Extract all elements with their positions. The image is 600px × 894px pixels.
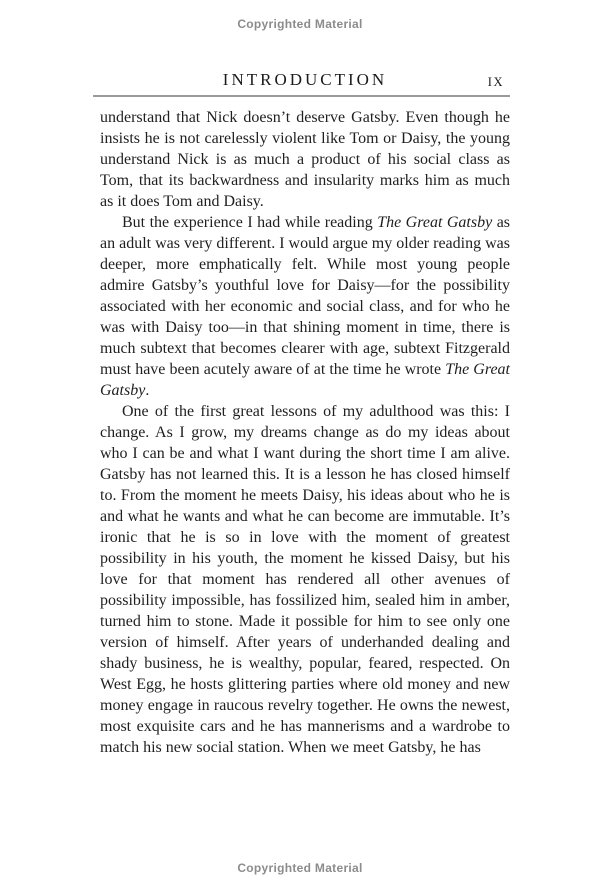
copyright-watermark-top: Copyrighted Material xyxy=(237,17,363,31)
paragraph xyxy=(100,401,510,758)
italic-text-segment: The Great Gatsby xyxy=(100,361,511,399)
text-segment: understand that Nick doesn’t deserve Gatsby. Even though he insists he is not carelessly violent like Tom or Daisy, the young understand Nick is as much a product of his social class as Tom, that its backwardness and insularity marks him as much as it does Tom and Daisy. xyxy=(100,109,510,210)
text-segment: . xyxy=(145,382,150,399)
text-segment: One of the first great lessons of my adulthood was this: I change. As I grow, my dreams change as do my ideas about who I can be and what I want during the short time I am alive. Gatsby has not learned this. It is a lesson he has closed himself to. From the moment he meets Daisy, his ideas about who he is and what he wants and what he can become are immutable. It’s ironic that he is so in love with the moment of greatest possibility in his youth, the moment he kissed Daisy, but his love for that moment has rendered all other avenues of possibility impossible, has fossilized him, sealed him in amber, turned him to stone. Made it possible for him to see only one version of himself. After years of underhanded dealing and shady business, he is wealthy, popular, feared, respected. On West Egg, he hosts glittering parties where old money and new money engage in raucous revelry together. He owns the newest, most exquisite cars and he has mannerisms and a wardrobe to match his new social station. When we meet Gatsby, he has xyxy=(100,403,510,756)
page-number: IX xyxy=(487,75,504,89)
text-segment: But the experience I had while reading xyxy=(122,214,378,231)
chapter-title: INTRODUCTION xyxy=(222,70,388,89)
running-head xyxy=(100,70,510,94)
paragraph xyxy=(100,107,510,212)
text-segment: as an adult was very different. I would argue my older reading was deeper, more emphatically felt. While most young people admire Gatsby’s youthful love for Daisy—for the possibility associated with her economic and social class, and for who he was with Daisy too—in that shining moment in time, there is much subtext that becomes clearer with age, subtext Fitzgerald must have been acutely aware of at the time he wrote xyxy=(100,214,511,378)
italic-text-segment: The Great Gatsby xyxy=(377,214,493,231)
paragraph xyxy=(100,212,510,401)
header-rule xyxy=(93,95,510,97)
copyright-watermark-bottom: Copyrighted Material xyxy=(237,861,363,875)
body-text xyxy=(100,107,510,758)
